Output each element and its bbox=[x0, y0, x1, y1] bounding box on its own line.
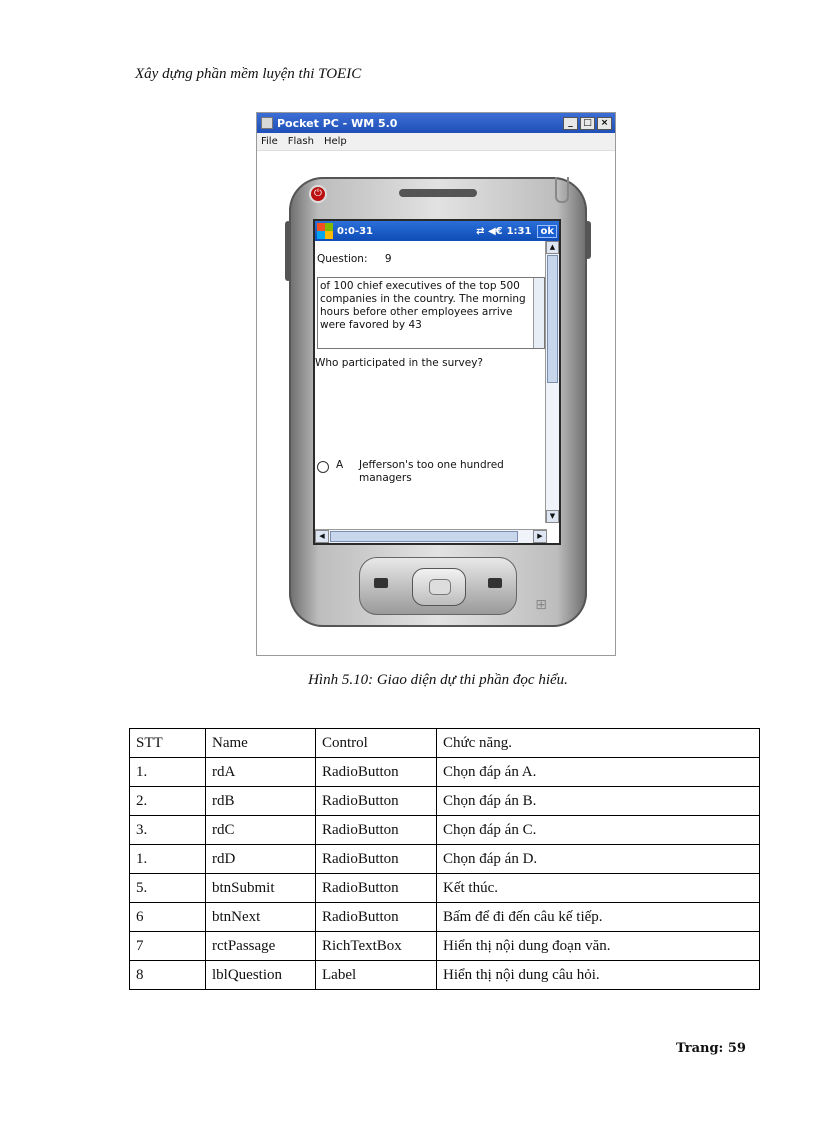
table-cell: Label bbox=[316, 961, 437, 990]
table-cell: btnNext bbox=[206, 903, 316, 932]
table-row bbox=[130, 845, 760, 874]
table-header-cell: STT bbox=[130, 729, 206, 758]
windows-start-icon[interactable] bbox=[317, 223, 333, 239]
pocketpc-device bbox=[289, 177, 587, 627]
table-header-cell: Chức năng. bbox=[437, 729, 760, 758]
table-cell: rdD bbox=[206, 845, 316, 874]
table-cell: RadioButton bbox=[316, 787, 437, 816]
table-cell: RadioButton bbox=[316, 758, 437, 787]
table-cell: RichTextBox bbox=[316, 932, 437, 961]
radio-a[interactable] bbox=[317, 461, 329, 473]
table-cell: RadioButton bbox=[316, 903, 437, 932]
side-button-left[interactable] bbox=[285, 221, 291, 281]
table-cell: 7 bbox=[130, 932, 206, 961]
horizontal-scrollbar[interactable] bbox=[315, 529, 547, 543]
table-header-cell: Control bbox=[316, 729, 437, 758]
table-row bbox=[130, 961, 760, 990]
close-icon[interactable]: × bbox=[597, 117, 612, 130]
figure-caption: Hình 5.10: Giao diện dự thi phần đọc hiểu. bbox=[308, 672, 568, 688]
connectivity-volume-icon[interactable]: ⇄ ◀€ bbox=[476, 225, 503, 237]
table-row bbox=[130, 903, 760, 932]
table-row bbox=[130, 932, 760, 961]
table-cell: RadioButton bbox=[316, 874, 437, 903]
status-bar bbox=[315, 221, 559, 241]
table-row bbox=[130, 874, 760, 903]
table-cell: rdA bbox=[206, 758, 316, 787]
dpad-center[interactable] bbox=[429, 579, 451, 595]
emulator-title: Pocket PC - WM 5.0 bbox=[277, 116, 398, 130]
header-title: Xây dựng phần mềm luyện thi TOEIC bbox=[135, 66, 362, 82]
table-header-row bbox=[130, 729, 760, 758]
hscroll-thumb[interactable] bbox=[330, 531, 518, 542]
option-a-text: Jefferson's too one hundred managers bbox=[359, 459, 504, 484]
app-icon bbox=[261, 117, 273, 129]
dpad[interactable] bbox=[412, 568, 466, 606]
table-cell: RadioButton bbox=[316, 845, 437, 874]
table-cell: lblQuestion bbox=[206, 961, 316, 990]
stylus-slot bbox=[555, 177, 569, 203]
table-cell: rctPassage bbox=[206, 932, 316, 961]
side-button-right[interactable] bbox=[585, 221, 591, 259]
table-row bbox=[130, 787, 760, 816]
device-screen bbox=[313, 219, 561, 545]
form-content bbox=[315, 241, 547, 523]
passage-richtextbox[interactable] bbox=[317, 277, 545, 349]
menu-help[interactable]: Help bbox=[323, 136, 347, 147]
question-row bbox=[317, 253, 392, 265]
table-header-cell: Name bbox=[206, 729, 316, 758]
table-cell: Chọn đáp án B. bbox=[437, 787, 760, 816]
table-cell: Chọn đáp án A. bbox=[437, 758, 760, 787]
scroll-thumb[interactable] bbox=[547, 255, 558, 383]
menu-flash[interactable]: Flash bbox=[287, 136, 314, 147]
emulator-titlebar bbox=[257, 113, 615, 133]
controls-table bbox=[129, 728, 760, 990]
table-cell: 2. bbox=[130, 787, 206, 816]
question-label: Question: bbox=[317, 253, 368, 265]
power-icon[interactable]: ⏻ bbox=[309, 185, 327, 203]
ok-button[interactable]: ok bbox=[537, 225, 557, 238]
table-cell: 8 bbox=[130, 961, 206, 990]
table-cell: btnSubmit bbox=[206, 874, 316, 903]
menu-file[interactable]: File bbox=[261, 136, 278, 147]
table-cell: rdC bbox=[206, 816, 316, 845]
option-a-letter: A bbox=[336, 459, 344, 471]
page-number: Trang: 59 bbox=[676, 1041, 746, 1056]
clock-text[interactable]: 1:31 bbox=[506, 225, 532, 237]
table-cell: Kết thúc. bbox=[437, 874, 760, 903]
table-row bbox=[130, 758, 760, 787]
table-cell: Hiển thị nội dung đoạn văn. bbox=[437, 932, 760, 961]
question-number: 9 bbox=[384, 253, 392, 265]
passage-text: of 100 chief executives of the top 500 companies in the country. The morning hours before other employees arrive were favored by 43 bbox=[320, 280, 526, 331]
scroll-down-icon[interactable]: ▼ bbox=[546, 510, 559, 523]
table-cell: 3. bbox=[130, 816, 206, 845]
scroll-up-icon[interactable]: ▲ bbox=[546, 241, 559, 254]
table-cell: Hiển thị nội dung câu hỏi. bbox=[437, 961, 760, 990]
calendar-key-icon[interactable] bbox=[374, 578, 388, 588]
table-cell: Bấm để đi đến câu kế tiếp. bbox=[437, 903, 760, 932]
hardware-keys bbox=[359, 557, 517, 615]
timer-text: 0:0-31 bbox=[337, 225, 373, 237]
table-cell: 1. bbox=[130, 758, 206, 787]
table-cell: Chọn đáp án D. bbox=[437, 845, 760, 874]
table-cell: 5. bbox=[130, 874, 206, 903]
scroll-right-icon[interactable]: ▶ bbox=[533, 530, 547, 543]
maximize-icon[interactable]: □ bbox=[580, 117, 595, 130]
question-text: Who participated in the survey? bbox=[315, 357, 483, 369]
table-cell: 6 bbox=[130, 903, 206, 932]
table-cell: RadioButton bbox=[316, 816, 437, 845]
minimize-icon[interactable]: _ bbox=[563, 117, 578, 130]
table-cell: 1. bbox=[130, 845, 206, 874]
speaker-grille bbox=[399, 189, 477, 197]
passage-scrollbar[interactable] bbox=[533, 278, 544, 348]
table-cell: Chọn đáp án C. bbox=[437, 816, 760, 845]
windows-logo-icon: ⊞ bbox=[535, 597, 547, 613]
emulator-menubar bbox=[257, 133, 615, 151]
table-row bbox=[130, 816, 760, 845]
contacts-key-icon[interactable] bbox=[488, 578, 502, 588]
emulator-window bbox=[256, 112, 616, 656]
scroll-left-icon[interactable]: ◀ bbox=[315, 530, 329, 543]
table-cell: rdB bbox=[206, 787, 316, 816]
vertical-scrollbar[interactable] bbox=[545, 241, 559, 523]
option-b-partial bbox=[317, 517, 537, 523]
